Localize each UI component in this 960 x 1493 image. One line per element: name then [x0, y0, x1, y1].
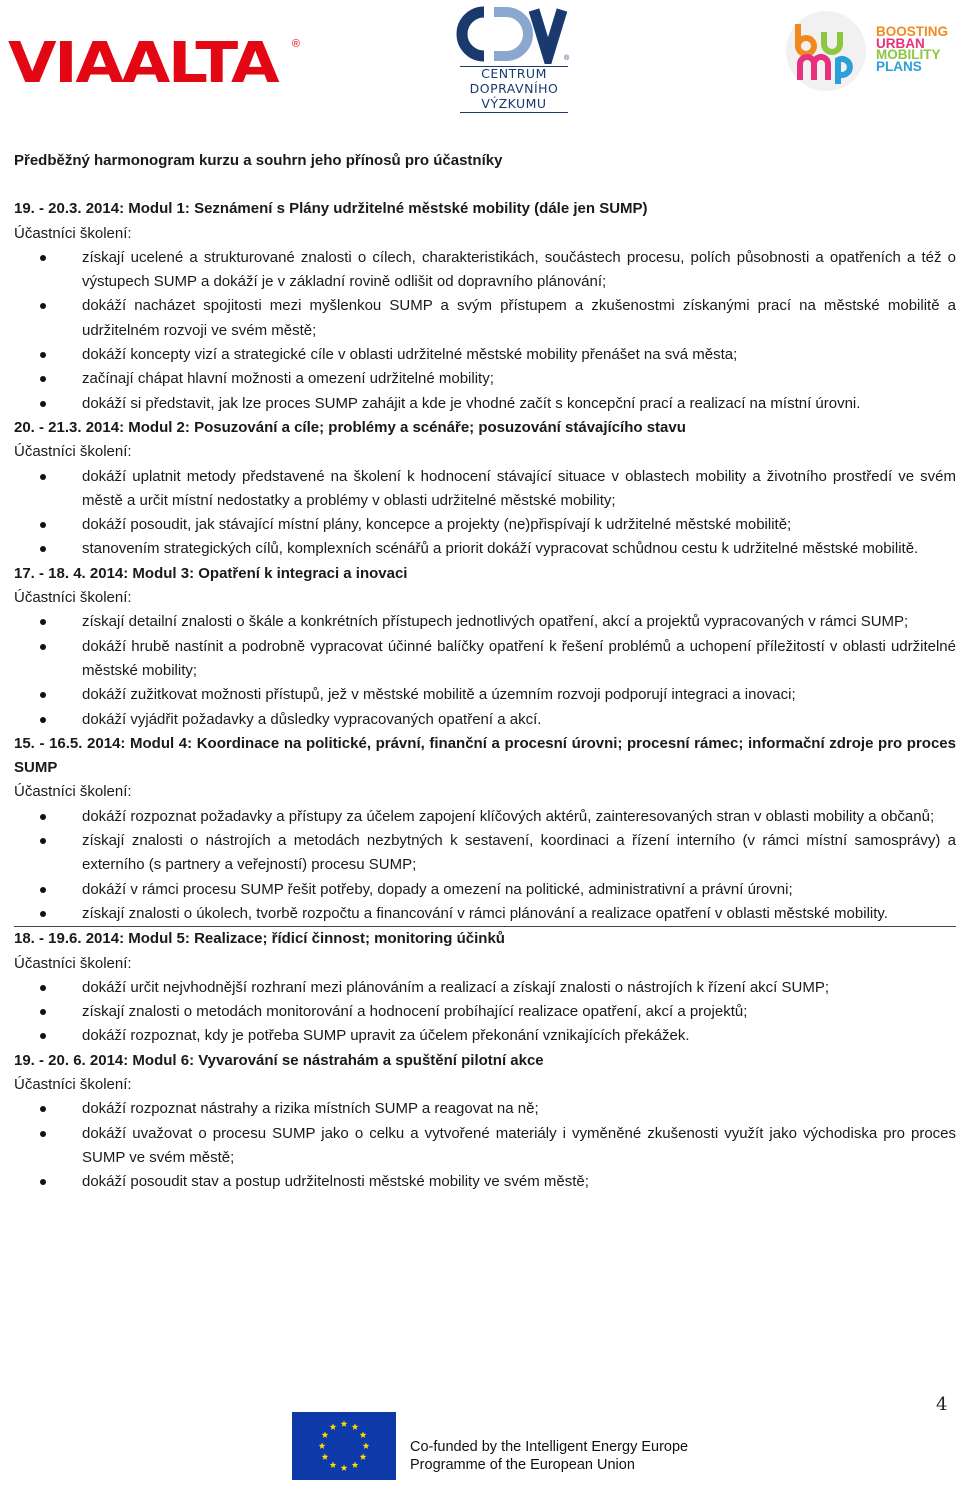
bump-emblem-icon [778, 10, 874, 92]
module-3 [14, 562, 956, 732]
document-title: Předběžný harmonogram kurzu a souhrn jeho přínosů pro účastníky [14, 152, 503, 169]
module-4 [14, 732, 956, 927]
eu-star-icon [352, 1423, 359, 1430]
bump-line-3: MOBILITY [876, 47, 941, 62]
module-6 [14, 1049, 956, 1195]
cofunded-line-1: Co-funded by the Intelligent Energy Europe [410, 1439, 689, 1455]
list-item: dokáží rozpoznat, kdy je potřeba SUMP upravit za účelem překonání vznikajících překážek. [14, 1024, 956, 1048]
module-heading: 20. - 21.3. 2014: Modul 2: Posuzování a cíle; problémy a scénáře; posuzování stávajícího stavu [14, 418, 686, 436]
list-item: získají ucelené a strukturované znalosti o cílech, charakteristikách, součástech procesu, polích působnosti a opatřeních a též o výstupech SUMP a dokáží je v základní rovině odlišit od dopravního plánování; [14, 246, 956, 295]
cdv-line-3: VÝZKUMU [481, 96, 547, 111]
outcome-list [14, 465, 956, 562]
list-item: dokáží rozpoznat požadavky a přístupy za účelem zapojení klíčových aktérů, zainteresovaných stran v oblasti mobility a občanů; [14, 805, 956, 829]
module-2 [14, 416, 956, 562]
list-item: dokáží nacházet spojitosti mezi myšlenkou SUMP a svým přístupem a zkušenostmi získanými prací na městské mobilitě a udržitelném rozvoji ve svém městě; [14, 294, 956, 343]
bump-logo [778, 10, 956, 92]
list-item: dokáží uplatnit metody představené na školení k hodnocení stávající situace v oblastech mobility a životního prostředí ve svém městě a určit místní nedostatky a problémy v oblasti udržitelné městské mobility; [14, 465, 956, 514]
registered-mark: ® [291, 38, 300, 50]
module-heading: 18. - 19.6. 2014: Modul 5: Realizace; řídicí činnost; monitoring účinků [14, 930, 505, 948]
eu-star-icon [352, 1461, 359, 1468]
svg-text:®: ® [564, 55, 570, 62]
list-item: dokáží posoudit stav a postup udržitelnosti městské mobility ve svém městě; [14, 1170, 956, 1194]
list-item: stanovením strategických cílů, komplexních scénářů a priorit dokáží vypracovat schůdnou cestu k udržitelné městské mobilitě. [14, 537, 956, 561]
list-item: dokáží zužitkovat možnosti přístupů, jež v městské mobilitě a územním rozvoji podporují integraci a inovaci; [14, 683, 956, 707]
bump-line-2: URBAN [876, 35, 925, 51]
cdv-emblem-icon [454, 4, 572, 64]
outcome-list [14, 805, 956, 927]
page-number: 4 [936, 1394, 948, 1415]
list-item: získají znalosti o nástrojích a metodách nezbytných k sestavení, koordinaci a řízení interního (v rámci místní samosprávy) a externího (s partnery a veřejností) procesu SUMP; [14, 829, 956, 878]
list-item: dokáží v rámci procesu SUMP řešit potřeby, dopady a omezení na politické, administrativní a právní úrovni; [14, 878, 956, 902]
list-item: dokáží rozpoznat nástrahy a rizika místních SUMP a reagovat na ně; [14, 1097, 956, 1121]
viaalta-logo [8, 31, 300, 96]
module-5 [14, 927, 956, 1048]
bump-line-1: BOOSTING [876, 24, 949, 39]
eu-stars-icon [292, 1412, 396, 1480]
module-heading: 17. - 18. 4. 2014: Modul 3: Opatření k integraci a inovaci [14, 564, 408, 582]
cdv-logo [454, 4, 572, 112]
eu-star-icon [360, 1431, 367, 1438]
list-item: získají detailní znalosti o škále a konkrétních přístupech jednotlivých opatření, akcí a projektů vypracovaných v rámci SUMP; [14, 610, 956, 634]
viaalta-wordmark: VIAALTA [8, 31, 278, 96]
list-item: dokáží hrubě nastínit a podrobně vypracovat účinné balíčky opatření k řešení problémů a uchopení příležitostí v oblasti udržitelné městské mobility; [14, 635, 956, 684]
list-item: získají znalosti o úkolech, tvorbě rozpočtu a financování v rámci plánování a realizace opatření v oblasti městské mobility. [14, 902, 956, 927]
eu-star-icon [322, 1453, 329, 1460]
eu-star-icon [363, 1442, 370, 1449]
bump-name [876, 26, 948, 72]
eu-star-icon [360, 1453, 367, 1460]
participants-label: Účastníci školení: [14, 954, 132, 972]
outcome-list [14, 1097, 956, 1194]
participants-label: Účastníci školení: [14, 1075, 132, 1093]
document-body [14, 149, 956, 1194]
eu-star-icon [341, 1464, 348, 1471]
eu-star-icon [341, 1420, 348, 1427]
outcome-list [14, 610, 956, 731]
cofunded-notice [410, 1438, 688, 1474]
list-item: dokáží uvažovat o procesu SUMP jako o celku a vytvořené materiály i vyměněné zkušenosti využít jako východiska pro proces SUMP ve svém městě; [14, 1122, 956, 1171]
module-heading: 19. - 20. 6. 2014: Modul 6: Vyvarování se nástrahám a spuštění pilotní akce [14, 1051, 544, 1069]
module-heading: 15. - 16.5. 2014: Modul 4: Koordinace na politické, právní, finanční a procesní úrovni; procesní rámec; informační zdroje pro proces SUMP [14, 734, 956, 777]
cdv-divider-bottom [460, 112, 568, 113]
module-heading: 19. - 20.3. 2014: Modul 1: Seznámení s Plány udržitelné městské mobility (dále jen SUMP) [14, 200, 648, 218]
eu-flag-icon [292, 1412, 396, 1480]
eu-star-icon [319, 1442, 326, 1449]
list-item: dokáží posoudit, jak stávající místní plány, koncepce a projekty (ne)přispívají k udržitelné městské mobilitě; [14, 513, 956, 537]
participants-label: Účastníci školení: [14, 783, 132, 801]
list-item: dokáží určit nejvhodnější rozhraní mezi plánováním a realizací a získají znalosti o nástrojích k řízení akcí SUMP; [14, 976, 956, 1000]
list-item: dokáží vyjádřit požadavky a důsledky vypracovaných opatření a akcí. [14, 708, 956, 732]
cdv-line-1: CENTRUM [481, 66, 547, 81]
participants-label: Účastníci školení: [14, 589, 132, 607]
outcome-list [14, 976, 956, 1049]
participants-label: Účastníci školení: [14, 224, 132, 242]
cdv-name [458, 66, 570, 111]
list-item: získají znalosti o metodách monitorování a hodnocení probíhající realizace opatření, akcí a projektů; [14, 1000, 956, 1024]
eu-star-icon [330, 1461, 337, 1468]
outcome-list [14, 246, 956, 416]
list-item: začínají chápat hlavní možnosti a omezení udržitelné mobility; [14, 367, 956, 391]
eu-star-icon [330, 1423, 337, 1430]
cdv-line-2: DOPRAVNÍHO [469, 81, 559, 96]
list-item: dokáží si představit, jak lze proces SUMP zahájit a kde je vhodné začít s koncepční prací a realizací na místní úrovni. [14, 392, 956, 416]
cofunded-line-2: Programme of the European Union [410, 1457, 635, 1473]
eu-star-icon [322, 1431, 329, 1438]
bump-line-4: PLANS [876, 58, 922, 74]
participants-label: Účastníci školení: [14, 443, 132, 461]
module-1 [14, 197, 956, 416]
list-item: dokáží koncepty vizí a strategické cíle v oblasti udržitelné městské mobility přenášet na svá města; [14, 343, 956, 367]
